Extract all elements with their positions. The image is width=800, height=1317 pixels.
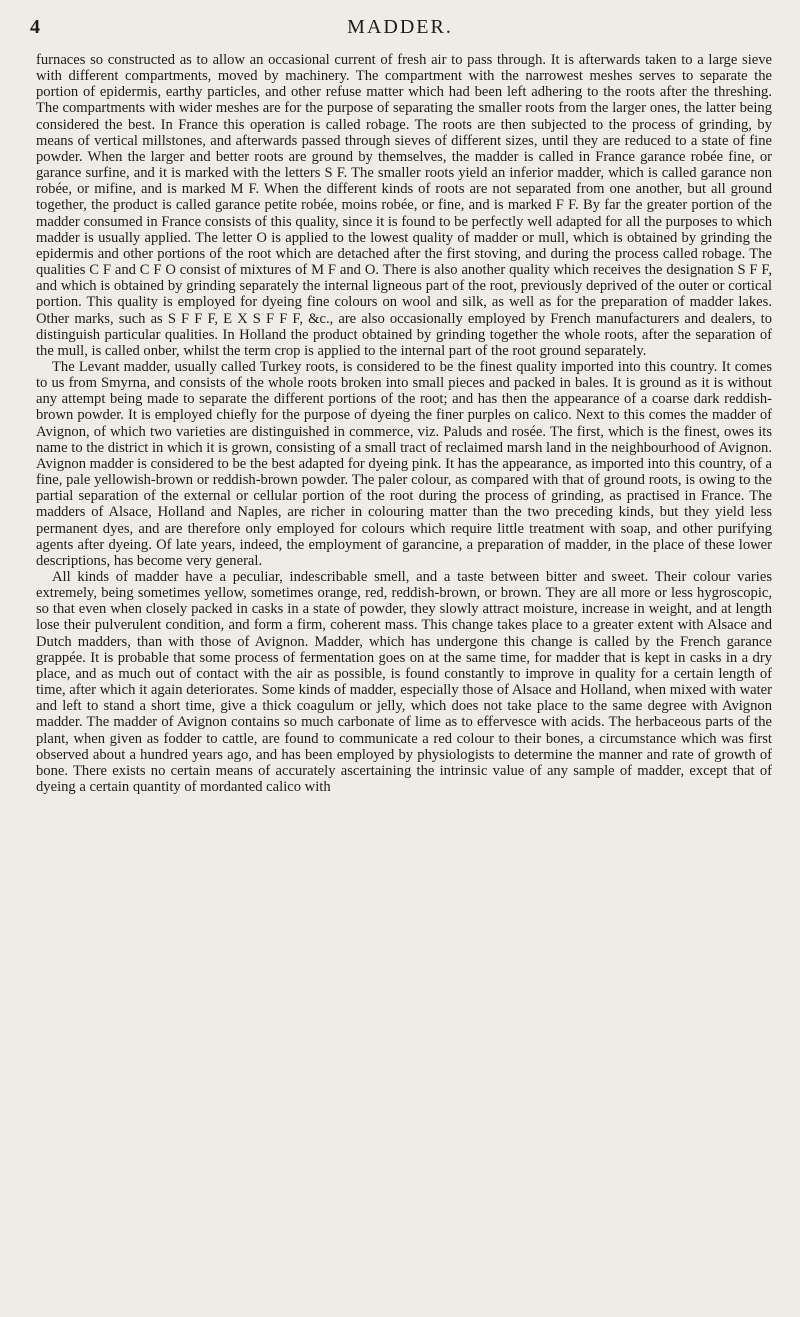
paragraph-madder-properties: All kinds of madder have a peculiar, indescribable smell, and a taste between bitter and sweet. Their colour varies extremely, being sometimes yellow, sometimes orange, red, reddish-brown, or brown. They are all more or less hygroscopic, so that even when closely packed in casks in a state of powder, they slowly attract moisture, increase in weight, and at length lose their pulverulent condition, and form a firm, coherent mass. This change takes place to a greater extent with Alsace and Dutch madders, than with those of Avignon. Madder, which has undergone this change is called by the French garance grappée. It is probable that some process of fermentation goes on at the same time, for madder that is kept in casks in a dry place, and as much out of contact with the air as possible, is found constantly to improve in quality for a certain length of time, after which it again deteriorates. Some kinds of madder, especially those of Alsace and Holland, when mixed with water and left to stand a short time, give a thick coagulum or jelly, which does not take place to the same degree with Avignon madder. The madder of Avignon contains so much carbonate of lime as to effervesce with acids. The herbaceous parts of the plant, when given as fodder to cattle, are found to communicate a red colour to their bones, a circumstance which was first observed about a hundred years ago, and has been employed by physiologists to determine the manner and rate of growth of bone. There exists no certain means of accurately ascertaining the intrinsic value of any sample of madder, except that of dyeing a certain quantity of mordanted calico with xyxy=(36,569,772,796)
page-number: 4 xyxy=(30,16,40,38)
paragraph-robage: furnaces so constructed as to allow an occasional current of fresh air to pass through. It is afterwards taken to a large sieve with different compartments, moved by machinery. The compartment with the narrowest meshes serves to separate the portion of epidermis, earthy particles, and other refuse matter which had been left adhering to the roots after the threshing. The compartments with wider meshes are for the purpose of separating the smaller roots from the larger ones, the latter being considered the best. In France this operation is called robage. The roots are then subjected to the process of grinding, by means of vertical millstones, and afterwards passed through sieves of different sizes, until they are reduced to a state of fine powder. When the larger and better roots are ground by themselves, the madder is called in France garance robée fine, or garance surfine, and it is marked with the letters S F. The smaller roots yield an inferior madder, which is called garance non robée, or mifine, and is marked M F. When the different kinds of roots are not separated from one another, but all ground together, the product is called garance petite robée, moins robée, or fine, and is marked F F. By far the greater portion of the madder consumed in France consists of this quality, since it is found to be perfectly well adapted for all the purposes to which madder is usually applied. The letter O is applied to the lowest quality of madder or mull, which is obtained by grinding the epidermis and other portions of the root which are detached after the first stoving, and during the process called robage. The qualities C F and C F O consist of mixtures of M F and O. There is also another quality which receives the designation S F F, and which is obtained by grinding separately the internal ligneous part of the root, previously deprived of the outer or cortical portion. This quality is employed for dyeing fine colours on wool and silk, as well as for the preparation of madder lakes. Other marks, such as S F F F, E X S F F F, &c., are also occasionally employed by French manufacturers and dealers, to distinguish particular qualities. In Holland the product obtained by grinding together the whole roots, after the separation of the mull, is called onber, whilst the term crop is applied to the internal part of the root ground separately. xyxy=(36,52,772,359)
page-header xyxy=(28,16,772,46)
running-title: MADDER. xyxy=(347,16,453,38)
paragraph-levant-madder: The Levant madder, usually called Turkey roots, is considered to be the finest quality imported into this country. It comes to us from Smyrna, and consists of the whole roots broken into small pieces and packed in bales. It is ground as it is without any attempt being made to separate the different portions of the root; and has then the appearance of a coarse dark reddish-brown powder. It is employed chiefly for the purpose of dyeing the finer purples on calico. Next to this comes the madder of Avignon, of which two varieties are distinguished in commerce, viz. Paluds and rosée. The first, which is the finest, owes its name to the district in which it is grown, consisting of a small tract of reclaimed marsh land in the neighbourhood of Avignon. Avignon madder is considered to be the best adapted for dyeing pink. It has the appearance, as imported into this country, of a fine, pale yellowish-brown or reddish-brown powder. The paler colour, as compared with that of ground roots, is owing to the partial separation of the external or cellular portion of the root during the process of grinding, as practised in France. The madders of Alsace, Holland and Naples, are richer in colouring matter than the two preceding kinds, but they yield less permanent dyes, and are therefore only employed for colours which require little treatment with soap, and other purifying agents after dyeing. Of late years, indeed, the employment of garancine, a preparation of madder, in the place of these lower descriptions, has become very general. xyxy=(36,358,772,569)
body-text xyxy=(36,52,772,795)
